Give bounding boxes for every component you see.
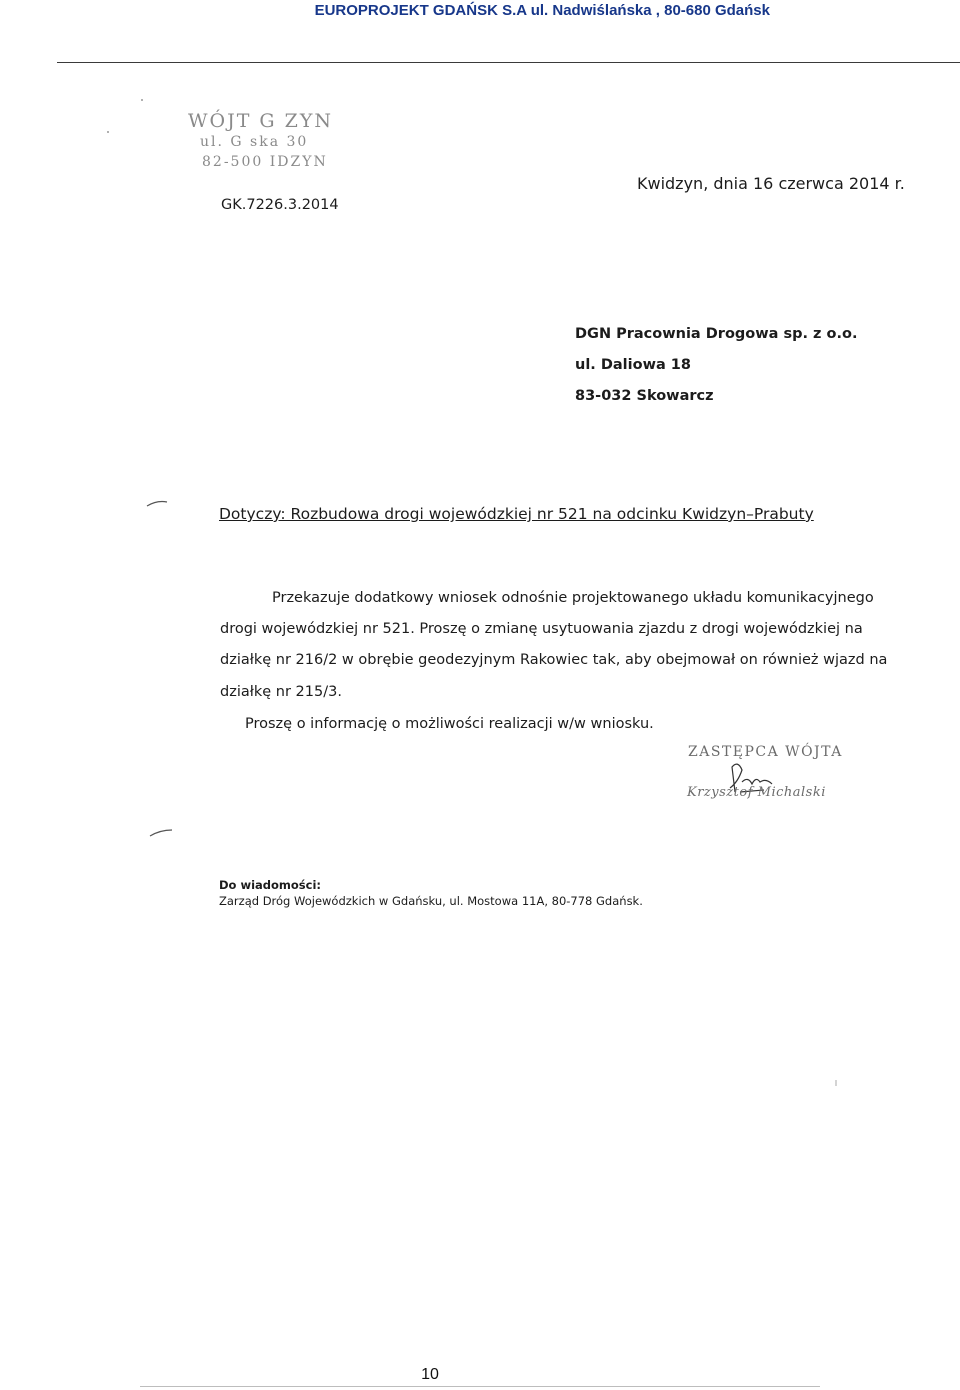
recipient-city: 83-032 Skowarcz bbox=[575, 388, 714, 404]
body-line: drogi wojewódzkiej nr 521. Proszę o zmianę usytuowania zjazdu z drogi wojewódzkiej na bbox=[220, 621, 863, 637]
body-line: działkę nr 216/2 w obrębie geodezyjnym Rakowiec tak, aby obejmował on również wjazd na bbox=[220, 652, 888, 668]
office-stamp bbox=[188, 110, 388, 176]
stamp-line: WÓJT G ZYN bbox=[188, 110, 334, 132]
punch-mark bbox=[150, 830, 172, 836]
body-line: Przekazuje dodatkowy wniosek odnośnie projektowanego układu komunikacyjnego bbox=[272, 590, 874, 606]
punch-mark bbox=[147, 502, 167, 507]
letter-date: Kwidzyn, dnia 16 czerwca 2014 r. bbox=[637, 174, 905, 193]
recipient-street: ul. Daliowa 18 bbox=[575, 357, 691, 373]
letter-subject: Dotyczy: Rozbudowa drogi wojewódzkiej nr 521 na odcinku Kwidzyn–Prabuty bbox=[219, 505, 814, 523]
reference-number: GK.7226.3.2014 bbox=[221, 197, 339, 213]
body-line: działkę nr 215/3. bbox=[220, 684, 342, 700]
footer-divider bbox=[140, 1386, 820, 1387]
header-company-address: EUROPROJEKT GDAŃSK S.A ul. Nadwiślańska , 80-680 Gdańsk bbox=[314, 2, 770, 19]
signature-name: Krzysztof Michalski bbox=[687, 785, 826, 800]
stamp-line: 82-500 IDZYN bbox=[202, 154, 328, 170]
header-divider bbox=[57, 62, 960, 63]
scan-speck bbox=[107, 131, 109, 133]
cc-recipient: Zarząd Dróg Wojewódzkich w Gdańsku, ul. Mostowa 11A, 80-778 Gdańsk. bbox=[219, 894, 643, 908]
body-line: Proszę o informację o możliwości realizacji w/w wniosku. bbox=[245, 716, 654, 732]
cc-heading: Do wiadomości: bbox=[219, 878, 321, 892]
scan-marks bbox=[0, 70, 960, 1360]
scanned-letter bbox=[0, 70, 960, 1360]
recipient-name: DGN Pracownia Drogowa sp. z o.o. bbox=[575, 326, 858, 342]
scan-speck bbox=[141, 99, 143, 101]
signature-title: ZASTĘPCA WÓJTA bbox=[688, 744, 843, 760]
page-header bbox=[0, 2, 960, 24]
page-number: 10 bbox=[421, 1366, 439, 1383]
stamp-line: ul. G ska 30 bbox=[200, 134, 309, 150]
